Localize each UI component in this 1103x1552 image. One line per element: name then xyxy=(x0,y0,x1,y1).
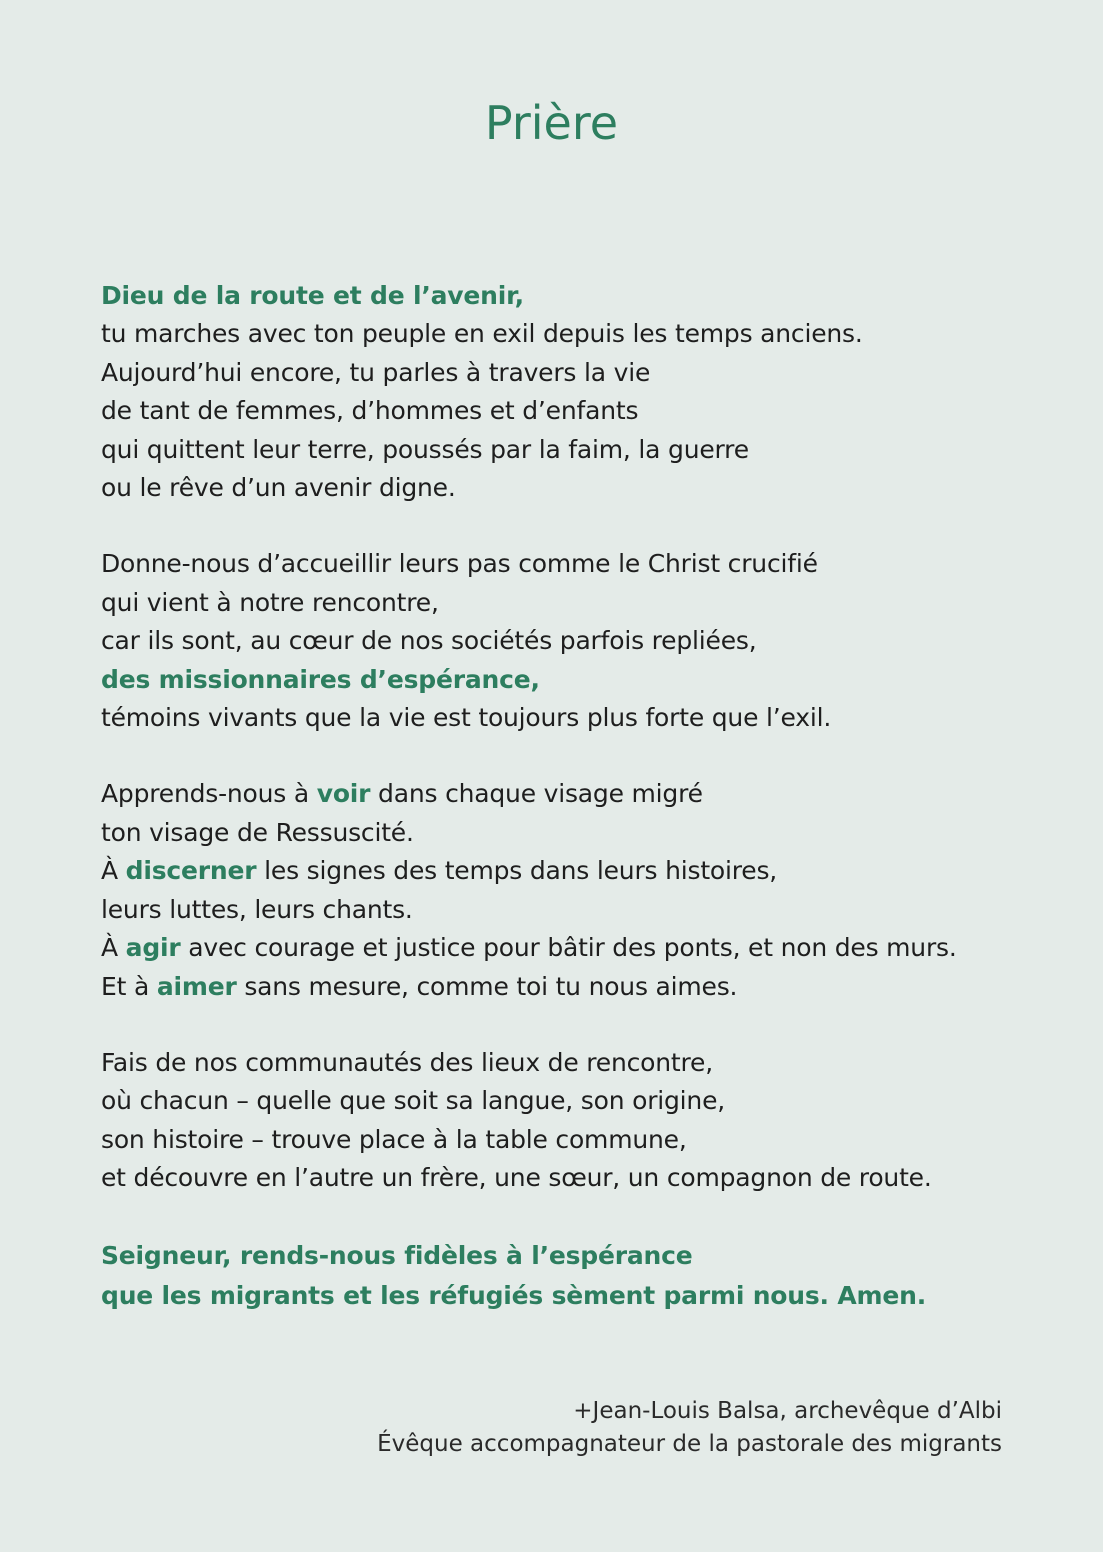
prayer-line xyxy=(101,891,1061,929)
stanza xyxy=(101,277,1061,507)
prayer-line xyxy=(101,622,1061,660)
prayer-line xyxy=(101,814,1061,852)
prayer-line xyxy=(101,661,1061,699)
prayer-line xyxy=(101,354,1061,392)
prayer-line xyxy=(101,469,1061,507)
prayer-line xyxy=(101,392,1061,430)
prayer-line xyxy=(101,1044,1061,1082)
prayer-line xyxy=(101,968,1061,1006)
highlighted-text: Seigneur, rends-nous fidèles à l’espérance xyxy=(101,1240,693,1270)
line-text: Donne-nous d’accueillir leurs pas comme le Christ crucifié xyxy=(101,549,818,579)
highlighted-text: que les migrants et les réfugiés sèment parmi nous. Amen. xyxy=(101,1280,927,1310)
prayer-line xyxy=(101,1159,1061,1197)
line-text: dans chaque visage migré xyxy=(370,779,703,809)
highlighted-text: Dieu de la route et de l’avenir, xyxy=(101,281,524,310)
prayer-line xyxy=(101,431,1061,469)
prayer-line xyxy=(101,699,1061,737)
line-text: À xyxy=(101,856,126,886)
stanza xyxy=(101,775,1061,1005)
line-text: ou le rêve d’un avenir digne. xyxy=(101,473,456,503)
line-text: et découvre en l’autre un frère, une sœur, un compagnon de route. xyxy=(101,1163,932,1193)
prayer-line xyxy=(101,277,1061,315)
line-text: Apprends-nous à xyxy=(101,779,317,809)
line-text: de tant de femmes, d’hommes et d’enfants xyxy=(101,396,639,426)
prayer-line xyxy=(101,852,1061,890)
prayer-line xyxy=(101,775,1061,813)
line-text: son histoire – trouve place à la table commune, xyxy=(101,1124,687,1154)
line-text: À xyxy=(101,933,126,963)
prayer-line xyxy=(101,584,1061,622)
highlighted-text: voir xyxy=(316,779,371,809)
prayer-line xyxy=(101,545,1061,583)
prayer-line xyxy=(101,1121,1061,1159)
prayer-text xyxy=(101,277,1061,1354)
stanza xyxy=(101,545,1061,737)
stanza xyxy=(101,1044,1061,1198)
highlighted-text: des missionnaires d’espérance, xyxy=(101,664,540,694)
prayer-line xyxy=(101,929,1061,967)
line-text: Aujourd’hui encore, tu parles à travers la vie xyxy=(101,357,651,387)
line-text: Fais de nos communautés des lieux de rencontre, xyxy=(101,1047,713,1077)
line-text: ton visage de Ressuscité. xyxy=(101,817,414,847)
prayer-line xyxy=(101,315,1061,353)
line-text: témoins vivants que la vie est toujours plus forte que l’exil. xyxy=(101,703,832,733)
highlighted-text: discerner xyxy=(125,856,257,886)
signature-block xyxy=(377,1395,1002,1461)
line-text: car ils sont, au cœur de nos sociétés parfois repliées, xyxy=(101,626,757,656)
line-text: où chacun – quelle que soit sa langue, son origine, xyxy=(101,1086,726,1116)
line-text: les signes des temps dans leurs histoires, xyxy=(256,856,778,886)
prayer-line xyxy=(101,1082,1061,1120)
highlighted-text: aimer xyxy=(156,971,237,1001)
line-text: qui quittent leur terre, poussés par la faim, la guerre xyxy=(101,434,749,464)
line-text: qui vient à notre rencontre, xyxy=(101,587,439,617)
prayer-line xyxy=(101,1236,1061,1276)
line-text: tu marches avec ton peuple en exil depuis les temps anciens. xyxy=(101,319,863,349)
prayer-line xyxy=(101,1276,1061,1316)
signature-author: +Jean-Louis Balsa, archevêque d’Albi xyxy=(573,1398,1002,1424)
highlighted-text: agir xyxy=(125,933,181,963)
page-title: Prière xyxy=(484,96,619,150)
line-text: avec courage et justice pour bâtir des ponts, et non des murs. xyxy=(180,933,957,963)
signature-role: Évêque accompagnateur de la pastorale des migrants xyxy=(377,1431,1002,1457)
line-text: sans mesure, comme toi tu nous aimes. xyxy=(236,971,738,1001)
line-text: leurs luttes, leurs chants. xyxy=(101,894,413,924)
closing-stanza xyxy=(101,1236,1061,1316)
line-text: Et à xyxy=(101,971,157,1001)
